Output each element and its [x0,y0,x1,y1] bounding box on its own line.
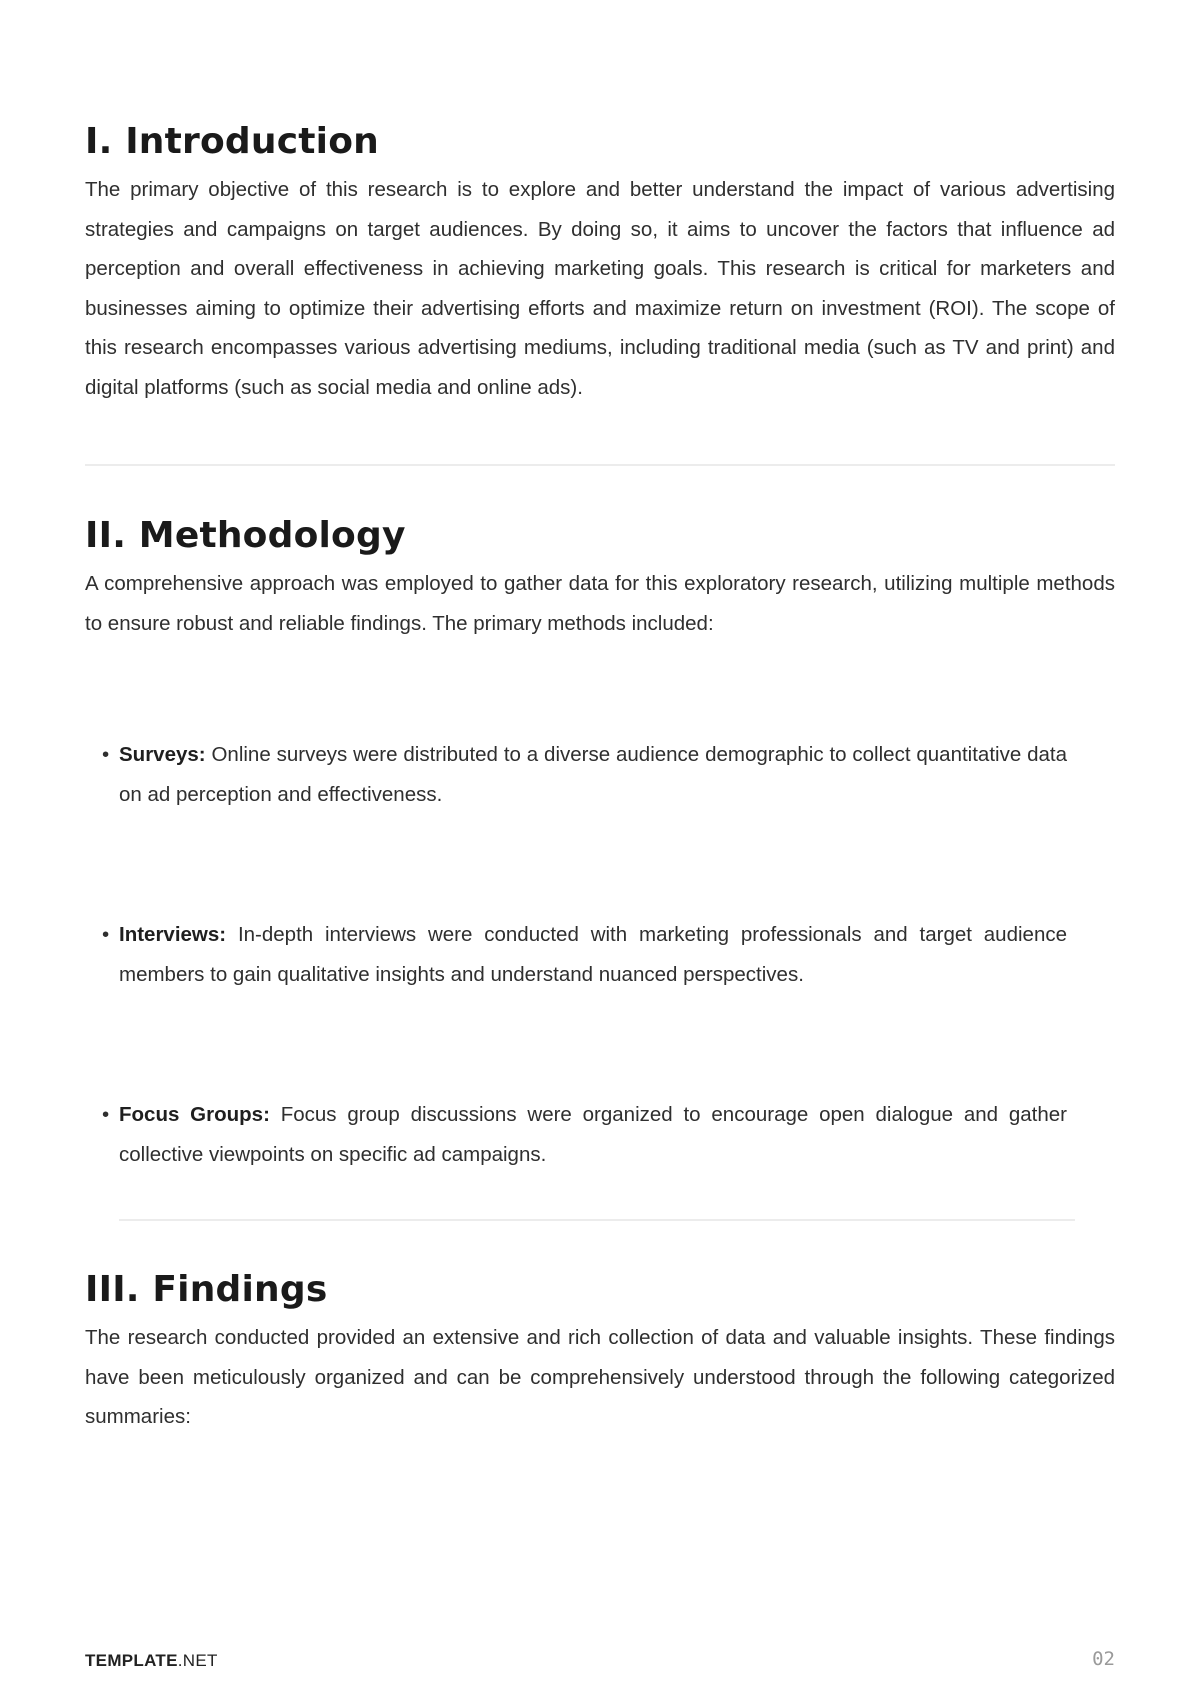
list-item-term: Interviews: [119,923,238,946]
list-item-text: In-depth interviews were conducted with marketing professionals and target audience members to gain qualitative insights and understand nuanced perspectives. [119,923,1067,986]
page-number: 02 [1092,1648,1115,1670]
introduction-heading: I. Introduction [85,121,379,162]
list-item [102,915,1067,994]
findings-body: The research conducted provided an extensive and rich collection of data and valuable insights. These findings have been meticulously organized and can be comprehensively understood through the following categorized summaries: [85,1326,1115,1428]
list-item-text: Online surveys were distributed to a diverse audience demographic to collect quantitative data on ad perception and effectiveness. [119,743,1067,806]
list-item-text: Focus group discussions were organized to encourage open dialogue and gather collective viewpoints on specific ad campaigns. [119,1103,1067,1166]
section-divider [119,1219,1075,1221]
list-item [102,735,1067,814]
section-divider [85,464,1115,466]
list-item [102,1095,1067,1174]
bullet-icon: • [102,743,110,766]
bullet-icon: • [102,1103,110,1126]
list-item-term: Focus Groups: [119,1103,281,1126]
section-introduction [85,120,1115,407]
list-item-term: Surveys: [119,743,212,766]
findings-heading: III. Findings [85,1269,328,1310]
section-methodology [85,514,1115,643]
methodology-body: A comprehensive approach was employed to gather data for this exploratory research, utilizing multiple methods to ensure robust and reliable findings. The primary methods included: [85,572,1115,635]
section-findings [85,1268,1115,1437]
footer-brand-logo [85,1651,218,1671]
brand-name: TEMPLATE [85,1651,178,1670]
brand-suffix: .NET [177,1651,218,1670]
methodology-heading: II. Methodology [85,515,406,556]
introduction-body: The primary objective of this research is to explore and better understand the impact of various advertising strategies and campaigns on target audiences. By doing so, it aims to uncover the factors that influence ad perception and overall effectiveness in achieving marketing goals. This research is critical for marketers and businesses aiming to optimize their advertising efforts and maximize return on investment (ROI). The scope of this research encompasses various advertising mediums, including traditional media (such as TV and print) and digital platforms (such as social media and online ads). [85,178,1115,399]
bullet-icon: • [102,923,110,946]
